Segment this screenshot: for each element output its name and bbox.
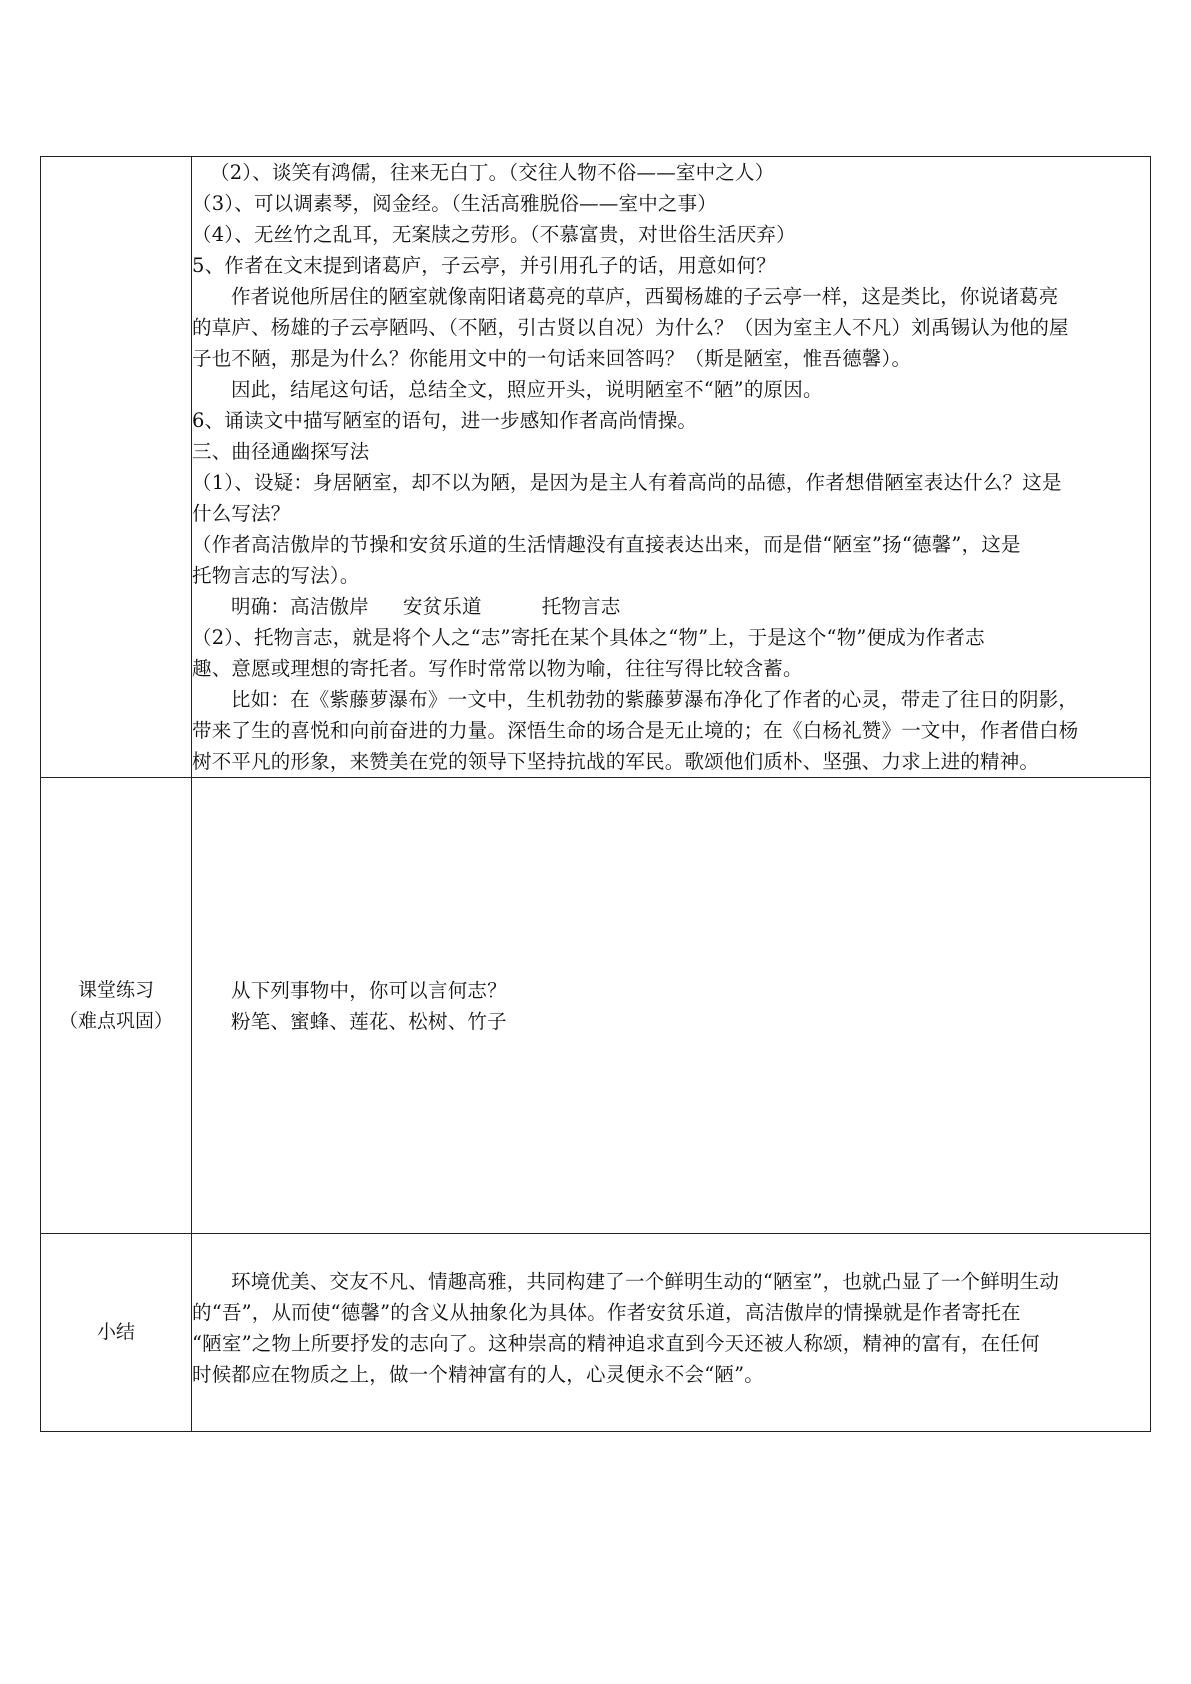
teaching-content-cell: [192, 157, 1151, 778]
content-line: 带来了生的喜悦和向前奋进的力量。深悟生命的场合是无止境的；在《白杨礼赞》一文中，作者借白杨: [192, 719, 1079, 742]
content-line: 趣、意愿或理想的寄托者。写作时常常以物为喻，往往写得比较含蓄。: [192, 657, 803, 680]
content-line: 5、作者在文末提到诸葛庐，子云亭，并引用孔子的话，用意如何？: [192, 254, 776, 277]
content-line: 比如：在《紫藤萝瀑布》一文中，生机勃勃的紫藤萝瀑布净化了作者的心灵，带走了往日的阴影，: [231, 688, 1079, 711]
content-line: 6、诵读文中描写陋室的语句，进一步感知作者高尚情操。: [192, 409, 698, 432]
summary-cell: [192, 1234, 1151, 1432]
content-line: 因此，结尾这句话，总结全文，照应开头，说明陋室不“陋”的原因。: [231, 378, 823, 401]
section-heading: 三、曲径通幽探写法: [192, 440, 370, 463]
content-line: 托物言志的写法）。: [192, 564, 360, 587]
clarification-item: 托物言志: [541, 595, 621, 618]
table-row-summary: [41, 1234, 1151, 1432]
row-label-line: 课堂练习: [77, 978, 154, 1001]
content-line: （作者高洁傲岸的节操和安贫乐道的生活情趣没有直接表达出来，而是借“陋室”扬“德馨”，这是: [192, 533, 1021, 556]
content-line: （1）、设疑：身居陋室，却不以为陋，是因为是主人有着高尚的品德，作者想借陋室表达什么？这是: [192, 471, 1062, 494]
lesson-plan-table: [40, 156, 1151, 1432]
summary-line: 时候都应在物质之上，做一个精神富有的人，心灵便永不会“陋”。: [192, 1363, 764, 1386]
practice-items: 粉笔、蜜蜂、莲花、松树、竹子: [231, 1009, 507, 1033]
content-line: （3）、可以调素琴，阅金经。（生活高雅脱俗——室中之事）: [192, 192, 718, 215]
row-label-line: 小结: [96, 1321, 135, 1343]
content-line: 子也不陋，那是为什么？你能用文中的一句话来回答吗？（斯是陋室，惟吾德馨）。: [192, 347, 912, 370]
content-line: （4）、无丝竹之乱耳，无案牍之劳形。（不慕富贵，对世俗生活厌弃）: [192, 223, 796, 246]
row-label-empty: [41, 157, 192, 778]
content-line: 的草庐、杨雄的子云亭陋吗、（不陋，引古贤以自况）为什么？（因为室主人不凡）刘禹锡认为他的屋: [192, 316, 1069, 339]
clarification-item: 安贫乐道: [402, 595, 482, 618]
row-label-summary: [41, 1234, 192, 1432]
summary-line: “陋室”之物上所要抒发的志向了。这种崇高的精神追求直到今天还被人称颂，精神的富有，在任何: [192, 1332, 1040, 1355]
summary-line: 的“吾”，从而使“德馨”的含义从抽象化为具体。作者安贫乐道，高洁傲岸的情操就是作者寄托在: [192, 1301, 1021, 1324]
content-line: （2）、谈笑有鸿儒，往来无白丁。（交往人物不俗——室中之人）: [210, 161, 775, 184]
clarification-line: [192, 591, 1150, 622]
table-row-teaching-content: [41, 157, 1151, 778]
practice-question: 从下列事物中，你可以言何志？: [231, 978, 507, 1002]
summary-line: 环境优美、交友不凡、情趣高雅，共同构建了一个鲜明生动的“陋室”，也就凸显了一个鲜明生动: [231, 1270, 1060, 1293]
clarification-item: 明确：高洁傲岸: [231, 595, 369, 618]
content-line: 什么写法？: [192, 502, 291, 525]
content-line: 树不平凡的形象，来赞美在党的领导下坚持抗战的军民。歌颂他们质朴、坚强、力求上进的精神。: [192, 750, 1040, 773]
row-label-line: （难点巩固）: [58, 1009, 173, 1032]
table-row-classroom-practice: [41, 778, 1151, 1234]
row-label-classroom-practice: [41, 778, 192, 1234]
classroom-practice-cell: [192, 778, 1151, 1234]
content-line: 作者说他所居住的陋室就像南阳诸葛亮的草庐，西蜀杨雄的子云亭一样，这是类比，你说诸葛亮: [231, 285, 1059, 308]
content-line: （2）、托物言志，就是将个人之“志”寄托在某个具体之“物”上，于是这个“物”便成为作者志: [192, 626, 985, 649]
